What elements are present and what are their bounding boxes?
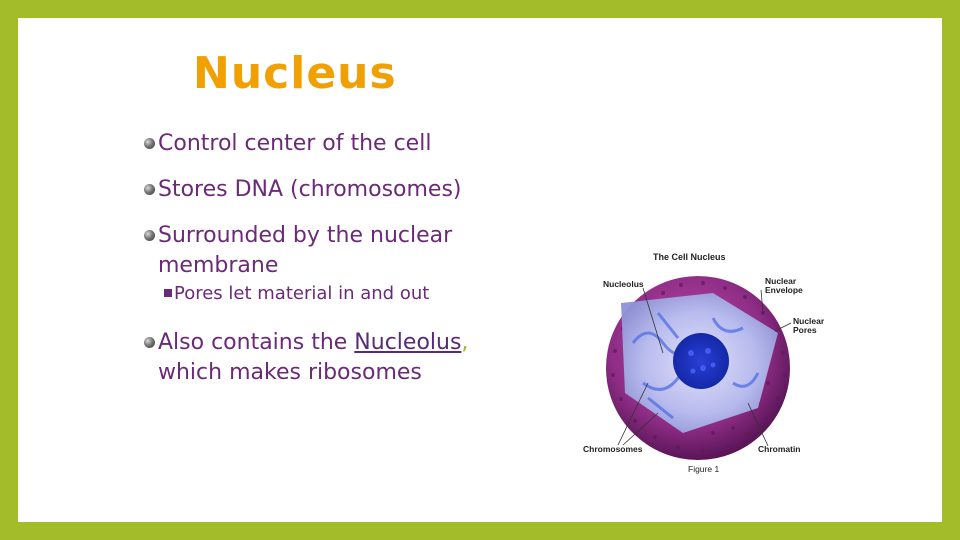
bullet-text: Stores DNA (chromosomes) — [158, 177, 462, 202]
cell-nucleus-figure — [563, 233, 833, 478]
label-nuclear-envelope — [765, 277, 803, 295]
label-chromatin: Chromatin — [758, 444, 801, 454]
figure-caption: Figure 1 — [688, 464, 720, 474]
comma: , — [461, 330, 469, 355]
bullet-dot-icon — [144, 230, 155, 241]
bullet-control-center — [144, 129, 431, 159]
nucleus-diagram — [563, 233, 833, 478]
slide — [18, 18, 942, 522]
nucleolus-shape — [673, 333, 729, 389]
label-nucleolus: Nucleolus — [603, 279, 644, 289]
sub-bullet-text: Pores let material in and out — [174, 283, 430, 304]
sub-bullet-pores — [164, 283, 429, 304]
nucleolus-link[interactable]: Nucleolus — [354, 330, 462, 355]
label-nuclear-envelope-line1: Nuclear — [765, 276, 797, 286]
bullet-text: Control center of the cell — [158, 131, 432, 156]
bullet-text-line2: membrane — [158, 253, 279, 278]
slide-title: Nucleus — [193, 48, 397, 99]
bullet-dot-icon — [144, 337, 155, 348]
figure-title: The Cell Nucleus — [653, 252, 726, 262]
bullet-text-prefix: Also contains the — [158, 330, 355, 355]
bullet-stores-dna — [144, 175, 462, 205]
bullet-text-line1: Surrounded by the nuclear — [158, 223, 453, 248]
label-chromosomes: Chromosomes — [583, 444, 643, 454]
label-nuclear-envelope-line2: Envelope — [765, 285, 803, 295]
label-nuclear-pores-line1: Nuclear — [793, 316, 825, 326]
bullet-surrounded — [144, 221, 452, 281]
bullet-dot-icon — [144, 184, 155, 195]
bullet-nucleolus — [144, 328, 468, 388]
bullet-text-line2: which makes ribosomes — [158, 360, 422, 385]
label-nuclear-pores — [793, 317, 824, 335]
sub-bullet-square-icon — [164, 289, 172, 297]
label-nuclear-pores-line2: Pores — [793, 325, 817, 335]
bullet-dot-icon — [144, 138, 155, 149]
